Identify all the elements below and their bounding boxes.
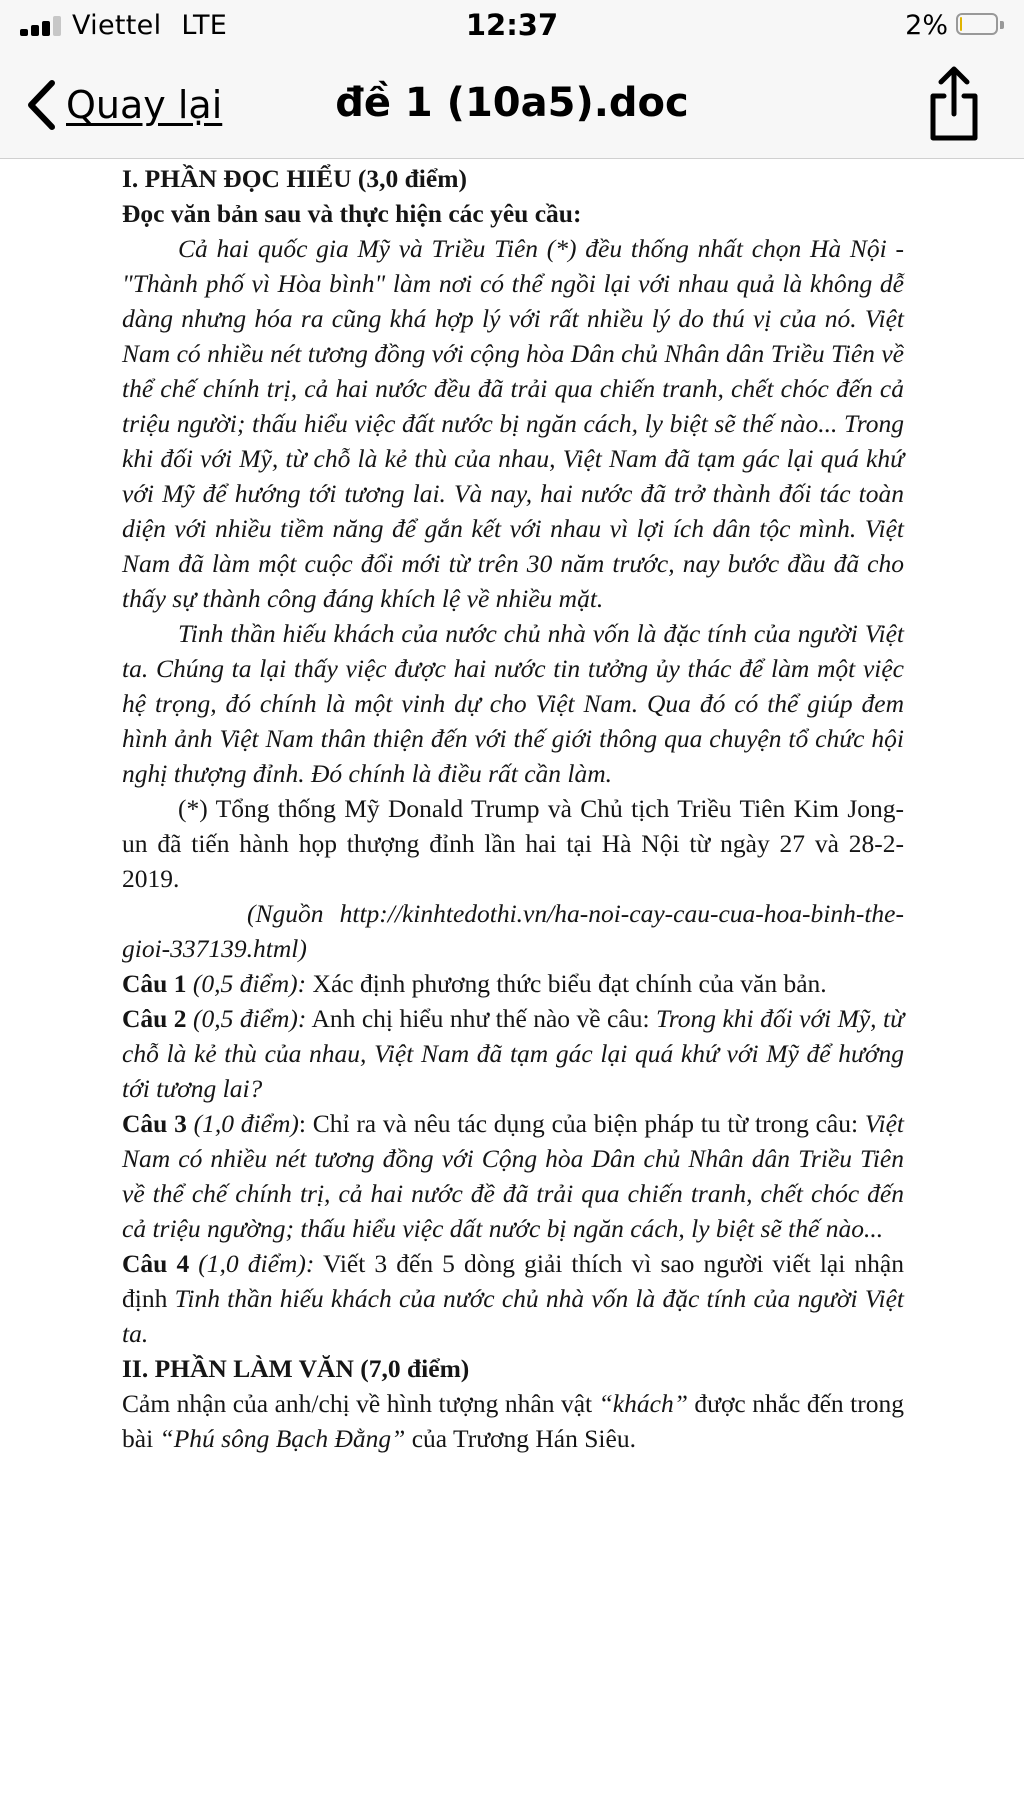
question-quote: Việt Nam có nhiều nét tương đồng với Cộng hòa Dân chủ Nhân dân Triều Tiên về thể chế chính trị, cả hai nước đề đã trải qua chiến tranh, chết chóc đến cả triệu ngường; thấu hiểu việc dất nước bị ngăn cách, ly biệt sẽ thế nào... [122, 1109, 905, 1243]
essay-quote: “Phú sông Bạch Đằng” [159, 1424, 406, 1453]
question-label: Câu 4 [122, 1249, 190, 1278]
question-points: (1,0 điểm): [198, 1249, 315, 1278]
question-text: Xác định phương thức biểu đạt chính của văn bản. [306, 969, 827, 998]
document-title: đề 1 (10a5).doc [335, 80, 689, 126]
essay-text: Cảm nhận của anh/chị về hình tượng nhân vật [122, 1389, 599, 1418]
question-points: (1,0 điểm) [193, 1109, 299, 1138]
essay-quote: “khách” [598, 1389, 688, 1418]
question-label: Câu 2 [122, 1004, 187, 1033]
question-4 [122, 1246, 904, 1351]
battery-icon [956, 13, 1004, 37]
section1-heading: I. PHẦN ĐỌC HIỂU (3,0 điểm) [122, 164, 467, 193]
footnote: (*) Tổng thống Mỹ Donald Trump và Chủ tịch Triều Tiên Kim Jong-un đã tiến hành họp thượng đỉnh lần hai tại Hà Nội từ ngày 27 và 28-2-2019. [122, 794, 904, 893]
question-2 [122, 1001, 904, 1106]
question-text: Anh chị hiểu như thế nào về câu: [306, 1004, 656, 1033]
network-type: LTE [181, 10, 228, 41]
status-time: 12:37 [465, 8, 559, 42]
document-content [122, 161, 904, 1456]
question-points: (0,5 điểm): [193, 1004, 307, 1033]
question-text: : Chỉ ra và nêu tác dụng của biện pháp tu từ trong câu: [298, 1109, 865, 1138]
status-bar [0, 0, 1024, 52]
question-quote: Trong khi đối với Mỹ, từ chỗ là kẻ thù của nhau, Việt Nam đã tạm gác lại quá khứ với Mỹ để hướng tới tương lai? [122, 1004, 904, 1103]
passage-paragraph: Tinh thần hiếu khách của nước chủ nhà vốn là đặc tính của người Việt ta. Chúng ta lại thấy việc được hai nước tin tưởng ủy thác để làm một việc hệ trọng, đó chính là một vinh dự cho Việt Nam. Qua đó có thể giúp đem hình ảnh Việt Nam thân thiện đến với thế giới thông qua chuyện tổ chức hội nghị thượng đỉnh. Đó chính là điều rất cần làm. [122, 619, 904, 788]
source-citation: (Nguồn http://kinhtedothi.vn/ha-noi-cay-cau-cua-hoa-binh-the-gioi-337139.html) [122, 899, 904, 963]
question-quote: Tinh thần hiếu khách của nước chủ nhà vốn là đặc tính của người Việt ta. [122, 1284, 905, 1348]
share-button[interactable] [924, 62, 984, 146]
essay-prompt [122, 1386, 904, 1456]
share-icon [924, 62, 984, 146]
carrier-name: Viettel [72, 10, 162, 41]
question-1 [122, 966, 904, 1001]
essay-text: của Trương Hán Siêu. [405, 1424, 636, 1453]
question-3 [122, 1106, 904, 1246]
question-label: Câu 1 [122, 969, 187, 998]
section2-heading: II. PHẦN LÀM VĂN (7,0 điểm) [122, 1354, 470, 1383]
reading-instruction: Đọc văn bản sau và thực hiện các yêu cầu: [122, 199, 582, 228]
document-viewer[interactable] [0, 159, 1024, 1820]
essay-text: được nhắc đến trong bài [122, 1389, 905, 1453]
question-label: Câu 3 [122, 1109, 187, 1138]
question-points: (0,5 điểm): [192, 969, 307, 998]
question-text: Viết 3 đến 5 dòng giải thích vì sao người viết lại nhận định [122, 1249, 904, 1313]
navigation-bar [0, 52, 1024, 159]
passage-paragraph: Cả hai quốc gia Mỹ và Triều Tiên (*) đều thống nhất chọn Hà Nội - "Thành phố vì Hòa bình" làm nơi có thể ngồi lại với nhau quả là không dễ dàng nhưng hóa ra cũng khá hợp lý với rất nhiều lý do thú vị của nó. Việt Nam có nhiều nét tương đồng với cộng hòa Dân chủ Nhân dân Triều Tiên về thể chế chính trị, cả hai nước đều đã trải qua chiến tranh, chết chóc đến cả triệu người; thấu hiểu việc đất nước bị ngăn cách, ly biệt sẽ thế nào... Trong khi đối với Mỹ, từ chỗ là kẻ thù của nhau, Việt Nam đã tạm gác lại quá khứ với Mỹ để hướng tới tương lai. Và nay, hai nước đã trở thành đối tác toàn diện với nhiều tiềm năng để gắn kết với nhau vì lợi ích dân tộc mình. Việt Nam đã làm một cuộc đổi mới từ trên 30 năm trước, nay bước đầu đã cho thấy sự thành công đáng khích lệ về nhiều mặt. [122, 234, 904, 613]
battery-percentage: 2% [905, 10, 948, 41]
back-button-label: Quay lại [66, 83, 223, 127]
